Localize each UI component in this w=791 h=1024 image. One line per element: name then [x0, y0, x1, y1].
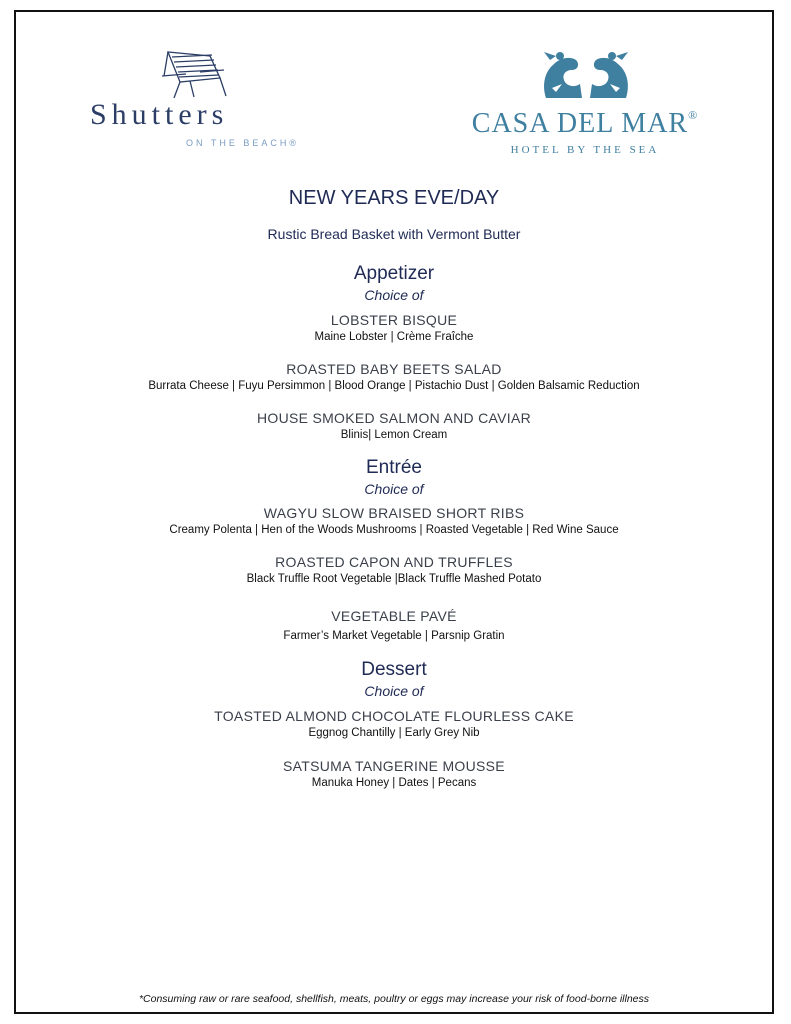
bread-basket-line: Rustic Bread Basket with Vermont Butter: [267, 226, 521, 242]
dish-name: HOUSE SMOKED SALMON AND CAVIAR: [256, 410, 531, 426]
choice-of-label: Choice of: [364, 481, 424, 497]
dish-name: LOBSTER BISQUE: [330, 312, 458, 328]
shutters-logo: [90, 48, 305, 158]
dish-description: Maine Lobster | Crème Fraîche: [314, 331, 474, 343]
dish-description: Burrata Cheese | Fuyu Persimmon | Blood Orange | Pistachio Dust | Golden Balsamic Reduction: [148, 380, 640, 392]
dish-description: Farmer’s Market Vegetable | Parsnip Gratin: [283, 630, 505, 642]
section-heading-appetizer: Appetizer: [353, 263, 435, 284]
casa-del-mar-tagline: HOTEL BY THE SEA: [510, 144, 660, 156]
shutters-wordmark: Shutters: [90, 98, 229, 131]
casa-del-mar-wordmark: CASA DEL MAR®: [471, 108, 699, 139]
section-heading-entree: Entrée: [366, 457, 422, 478]
dish-description: Eggnog Chantilly | Early Grey Nib: [308, 727, 480, 739]
dish-name: ROASTED BABY BEETS SALAD: [286, 361, 502, 377]
dish-name: WAGYU SLOW BRAISED SHORT RIBS: [263, 505, 525, 521]
menu-title: NEW YEARS EVE/DAY: [288, 187, 500, 209]
section-heading-dessert: Dessert: [361, 659, 427, 680]
dish-description: Manuka Honey | Dates | Pecans: [311, 777, 477, 789]
dish-description: Black Truffle Root Vegetable |Black Truffle Mashed Potato: [246, 573, 542, 585]
sea-dragon-emblem-icon: [536, 48, 636, 106]
dish-name: VEGETABLE PAVÉ: [331, 608, 457, 624]
choice-of-label: Choice of: [364, 287, 424, 303]
chair-icon: [150, 48, 230, 100]
choice-of-label: Choice of: [364, 683, 424, 699]
casa-del-mar-logo: [470, 48, 700, 158]
dish-name: TOASTED ALMOND CHOCOLATE FLOURLESS CAKE: [214, 708, 574, 724]
shutters-tagline: ON THE BEACH®: [186, 138, 299, 148]
dish-name: ROASTED CAPON AND TRUFFLES: [275, 554, 513, 570]
dish-name: SATSUMA TANGERINE MOUSSE: [283, 758, 505, 774]
dish-description: Creamy Polenta | Hen of the Woods Mushrooms | Roasted Vegetable | Red Wine Sauce: [169, 524, 619, 536]
food-safety-disclaimer: *Consuming raw or rare seafood, shellfish, meats, poultry or eggs may increase your risk of food-borne illness: [138, 993, 650, 1005]
dish-description: Blinis| Lemon Cream: [340, 429, 448, 441]
